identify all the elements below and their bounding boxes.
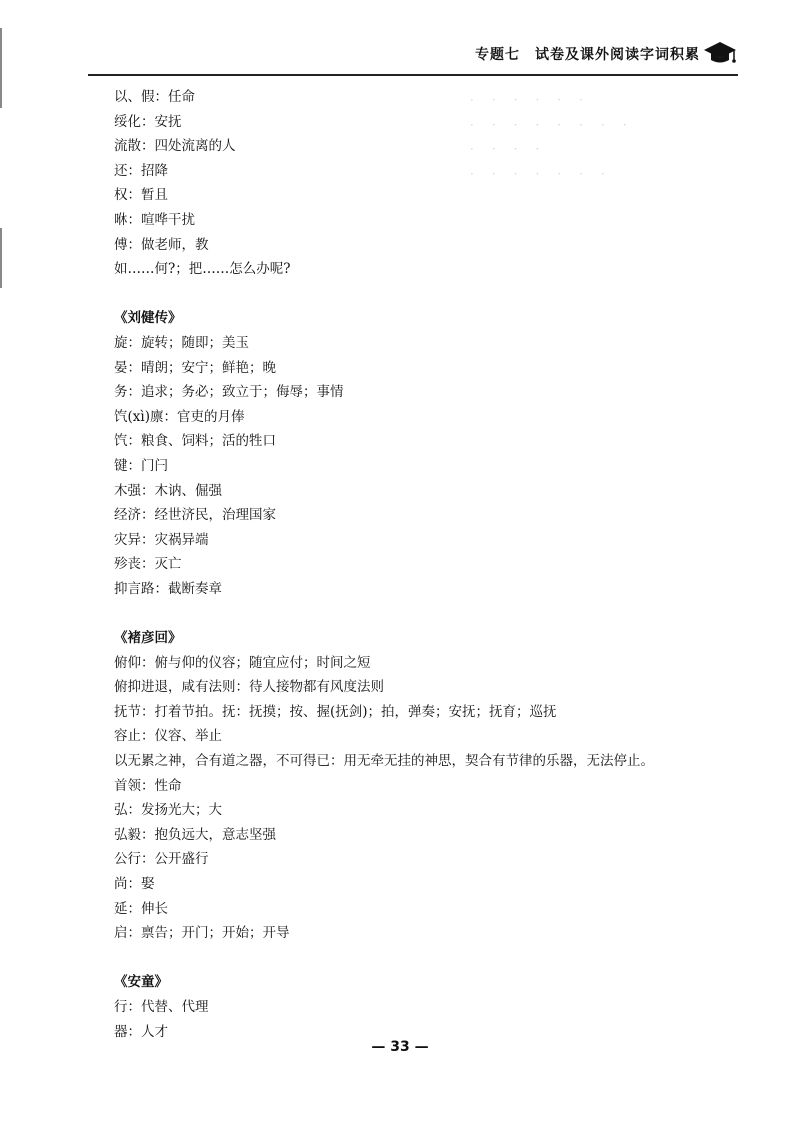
section-heading: 《褚彦回》: [114, 630, 182, 647]
glossary-entry: 首领：性命: [114, 777, 182, 794]
section-heading: 《刘健传》: [114, 310, 182, 327]
header-title: 专题七 试卷及课外阅读字词积累: [475, 47, 700, 63]
glossary-entry: 咻：喧哗干扰: [114, 211, 195, 228]
bleed-through-texture: · · · · · · · · · · · · · · · · · · · · · · · · ·: [470, 93, 630, 181]
glossary-entry: 弘：发扬光大；大: [114, 802, 222, 819]
glossary-entry: 抚节：打着节拍。抚：抚摸；按、握(抚剑)；拍，弹奏；安抚；抚育；巡抚: [114, 703, 557, 720]
glossary-entry: 灾异：灾祸异端: [114, 531, 209, 548]
paragraph-spacer: [114, 282, 744, 307]
glossary-entry: 饩：粮食、饲料；活的牲口: [114, 433, 276, 450]
binding-mark-middle: [0, 228, 2, 288]
glossary-entry: 饩(xì)廪：官吏的月俸: [114, 408, 245, 425]
glossary-entry: 俯抑进退，咸有法则：待人接物都有风度法则: [114, 679, 384, 696]
glossary-entry: 行：代替、代理: [114, 998, 209, 1015]
glossary-entry: 公行：公开盛行: [114, 851, 209, 868]
glossary-entry: 傅：做老师，教: [114, 236, 209, 253]
glossary-entry: 流散：四处流离的人: [114, 138, 236, 155]
glossary-entry: 木强：木讷、倔强: [114, 482, 222, 499]
glossary-entry: 绥化：安抚: [114, 113, 182, 130]
page-number: — 33 —: [371, 1039, 429, 1055]
glossary-entry: 如……何?；把……怎么办呢?: [114, 261, 291, 278]
glossary-entry: 延：伸长: [114, 900, 168, 917]
glossary-entry: 经济：经世济民，治理国家: [114, 507, 276, 524]
glossary-entry: 以、假：任命: [114, 89, 195, 105]
paragraph-spacer: [114, 946, 744, 971]
glossary-entry: 器：人才: [114, 1023, 168, 1040]
glossary-entry: 弘毅：抱负远大，意志坚强: [114, 826, 276, 843]
glossary-entry: 以无累之神，合有道之器，不可得已：用无牵无挂的神思，契合有节律的乐器，无法停止。: [114, 753, 654, 770]
glossary-entry: 务：追求；务必；致立于；侮辱；事情: [114, 384, 344, 401]
glossary-entry: 权：暂且: [114, 187, 168, 204]
page-header: [88, 36, 738, 76]
section-heading: 《安童》: [114, 974, 168, 991]
glossary-entry: 容止：仪容、举止: [114, 728, 222, 745]
page-content: [114, 85, 744, 1044]
glossary-entry: 晏：晴朗；安宁；鲜艳；晚: [114, 359, 276, 376]
binding-mark-top: [0, 28, 2, 108]
glossary-entry: 俯仰：俯与仰的仪容；随宜应付；时间之短: [114, 654, 371, 671]
glossary-entry: 尚：娶: [114, 876, 155, 892]
glossary-entry: 还：招降: [114, 162, 168, 179]
paragraph-spacer: [114, 601, 744, 626]
graduation-cap-icon: [702, 38, 738, 68]
glossary-entry: 启：禀告；开门；开始；开导: [114, 925, 290, 942]
glossary-entry: 抑言路：截断奏章: [114, 580, 222, 597]
glossary-entry: 键：门闩: [114, 457, 168, 474]
glossary-entry: 旋：旋转；随即；美玉: [114, 334, 249, 351]
glossary-entry: 殄丧：灭亡: [114, 556, 182, 573]
